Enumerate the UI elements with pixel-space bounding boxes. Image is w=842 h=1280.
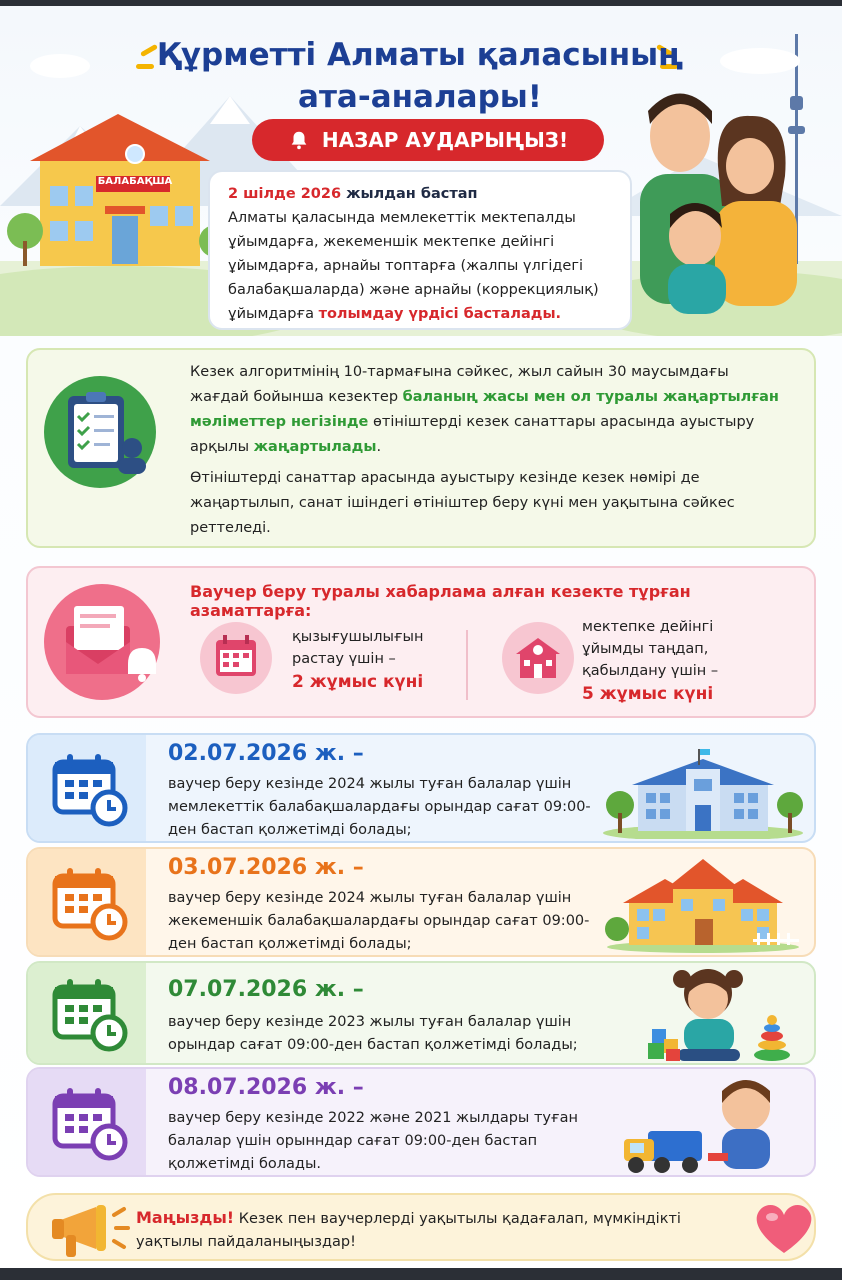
attention-banner bbox=[252, 119, 604, 161]
family-illustration bbox=[640, 94, 797, 315]
calendar-clock-icon bbox=[28, 1069, 146, 1175]
schedule-card bbox=[26, 1067, 816, 1177]
algorithm-paragraph-1 bbox=[190, 360, 790, 460]
boy-with-truck-illustration bbox=[618, 1069, 798, 1177]
attention-text: НАЗАР АУДАРЫҢЫЗ! bbox=[321, 128, 569, 152]
voucher-right-days: 5 жұмыс күні bbox=[582, 684, 714, 704]
voucher-left-days: 2 жұмыс күні bbox=[292, 672, 424, 692]
schedule-date: 07.07.2026 ж. – bbox=[168, 977, 364, 1002]
algorithm-text-a: Кезек алгоритмінің 10-тармағына сәйкес, жыл сайын 30 маусымдағы жағдай бойынша кезектер bbox=[190, 364, 729, 405]
algorithm-highlight-2: жаңартылады bbox=[253, 439, 377, 455]
important-text bbox=[136, 1206, 736, 1254]
schedule-card bbox=[26, 847, 816, 957]
calendar-clock-icon bbox=[28, 735, 146, 841]
megaphone-icon bbox=[48, 1197, 138, 1263]
schedule-date: 02.07.2026 ж. – bbox=[168, 741, 364, 766]
algorithm-text-end: . bbox=[376, 439, 382, 455]
voucher-divider bbox=[466, 630, 468, 700]
voucher-heading: Ваучер беру туралы хабарлама алған кезекте тұрған азаматтарға: bbox=[190, 582, 691, 620]
calendar-icon bbox=[198, 620, 274, 696]
private-kindergarten-illustration bbox=[603, 855, 803, 953]
algorithm-paragraph-2: Өтініштерді санаттар арасында ауыстыру кезінде кезек нөмірі де жаңартылып, санат ішіндегі өтініштер беру күні мен уақытына сәйкес реттеледі. bbox=[190, 470, 735, 536]
schedule-text: ваучер беру кезінде 2024 жылы туған балалар үшін мемлекеттік балабақшалардағы орындар сағат 09:00-ден бастап қолжетімді болады; bbox=[168, 776, 591, 838]
schedule-text: ваучер беру кезінде 2024 жылы туған балалар үшін жекеменшік балабақшалардағы орындар сағат 09:00-ден бастап қолжетімді болады; bbox=[168, 890, 590, 952]
schedule-card bbox=[26, 961, 816, 1065]
important-body: Кезек пен ваучерлерді уақытылы қадағалап, мүмкіндікті уақтылы пайдаланыңыздар! bbox=[136, 1211, 681, 1250]
calendar-clock-icon bbox=[28, 849, 146, 955]
schedule-text: ваучер беру кезінде 2023 жылы туған балалар үшін орындар сағат 09:00-ден бастап қолжетімді болады; bbox=[168, 1014, 578, 1053]
bottom-bar bbox=[0, 1268, 842, 1280]
schedule-card bbox=[26, 733, 816, 843]
intro-date: 2 шілде 2026 bbox=[228, 186, 342, 202]
title-line-1: Құрметті Алматы қаласының bbox=[156, 37, 684, 73]
intro-body: Алматы қаласында мемлекеттік мектепалды ұйымдарға, жекеменшік мектепке дейінгі ұйымдарға, арнайы топтарға (жалпы үлгідегі балабақшаларда) және арнайы (коррекциялық) ұйымдарға bbox=[228, 210, 599, 322]
intro-box bbox=[208, 170, 632, 330]
algorithm-highlight: баланың жасы мен ол туралы жаңартылған мәліметтер негізінде bbox=[190, 389, 779, 430]
voucher-left-text: қызығушылығын растау үшін – bbox=[292, 629, 424, 667]
kindergarten-sign: БАЛАБАҚША bbox=[97, 176, 173, 187]
school-building-icon bbox=[500, 620, 576, 696]
title-line-2: ата-аналары! bbox=[298, 79, 542, 115]
important-banner bbox=[26, 1193, 816, 1261]
intro-date-line bbox=[228, 182, 616, 206]
calendar-clock-icon bbox=[28, 963, 146, 1063]
intro-highlight: толымдау үрдісі басталады. bbox=[318, 306, 562, 322]
page-title bbox=[120, 34, 720, 118]
voucher-card bbox=[26, 566, 816, 718]
important-label: Маңызды! bbox=[136, 1208, 235, 1227]
envelope-icon bbox=[40, 580, 164, 704]
bell-icon bbox=[288, 129, 310, 151]
public-kindergarten-illustration bbox=[598, 745, 808, 839]
infographic bbox=[0, 6, 842, 1268]
schedule-date: 03.07.2026 ж. – bbox=[168, 855, 364, 880]
algorithm-card bbox=[26, 348, 816, 548]
intro-date-rest: жылдан бастап bbox=[341, 186, 478, 202]
schedule-text: ваучер беру кезінде 2022 және 2021 жылдары туған балалар үшін орынндар сағат 09:00-ден бастап қолжетімді болады. bbox=[168, 1110, 578, 1172]
girl-playing-illustration bbox=[618, 959, 798, 1065]
checklist-icon bbox=[40, 372, 160, 492]
voucher-right-text: мектепке дейінгі ұйымды таңдап, қабылдану үшін – bbox=[582, 619, 719, 679]
heart-icon bbox=[754, 1201, 814, 1255]
schedule-date: 08.07.2026 ж. – bbox=[168, 1075, 364, 1100]
algorithm-text-b: өтініштерді кезек санаттары арасында ауыстыру арқылы bbox=[190, 414, 755, 455]
